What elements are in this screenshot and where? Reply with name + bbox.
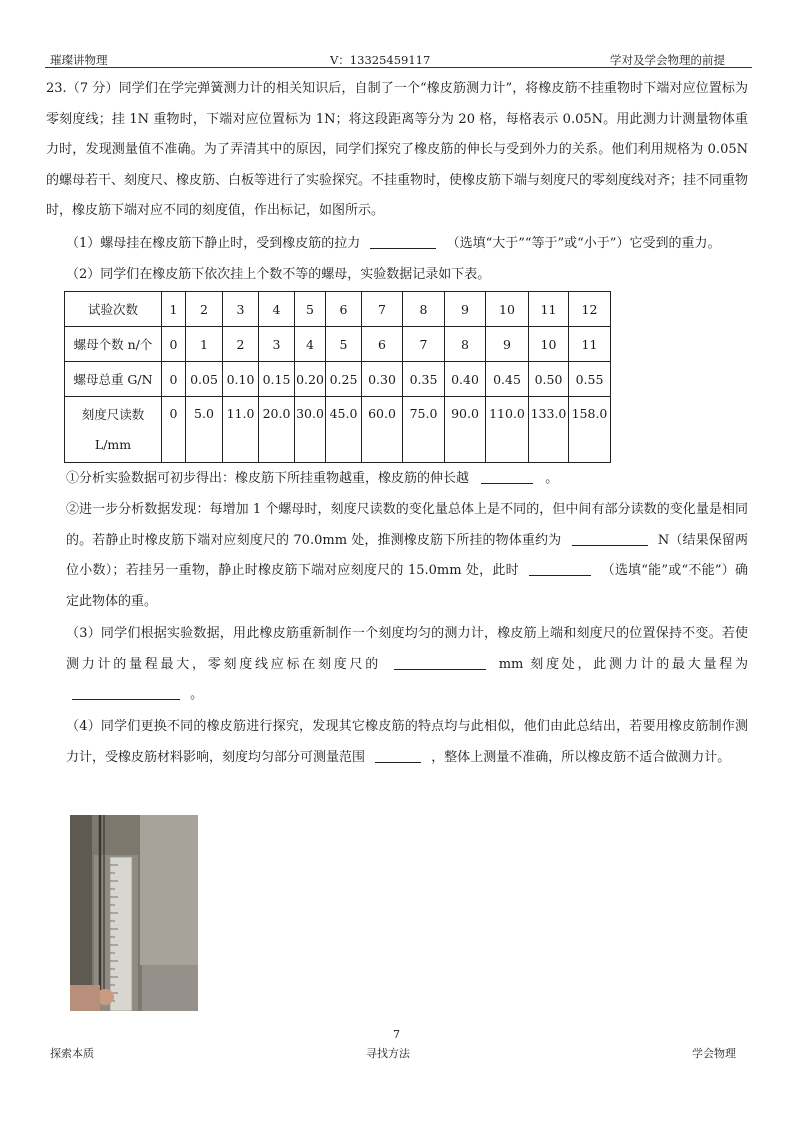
part-3-text-c: 。 <box>190 687 204 702</box>
table-cell: 5 <box>326 327 362 362</box>
table-cell: 158.0 <box>569 397 611 463</box>
table-cell: 10 <box>529 327 569 362</box>
footer-right: 学会物理 <box>692 1047 736 1060</box>
answer-blank-2[interactable] <box>481 469 533 484</box>
part-1-text-b: （选填“大于”“等于”或“小于”）它受到的重力。 <box>446 236 721 251</box>
table-cell: 11 <box>569 327 611 362</box>
table-cell: 1 <box>186 327 223 362</box>
table-cell: 3 <box>259 327 295 362</box>
table-cell: 0.55 <box>569 362 611 397</box>
table-cell: 0.45 <box>486 362 529 397</box>
part-3-text-b: mm 刻度处，此测力计的最大量程为 <box>498 656 748 672</box>
table-cell: 11.0 <box>223 397 259 463</box>
table-cell: 75.0 <box>403 397 445 463</box>
table-cell: 133.0 <box>529 397 569 463</box>
table-cell: 90.0 <box>445 397 486 463</box>
table-row <box>65 397 611 463</box>
part-2-sub-2 <box>66 495 748 617</box>
table-cell: 0 <box>162 397 186 463</box>
table-cell: 4 <box>295 327 326 362</box>
table-cell: 45.0 <box>326 397 362 463</box>
header-right: 学对及学会物理的前提 <box>610 53 725 67</box>
question-intro-text: 23.（7 分）同学们在学完弹簧测力计的相关知识后，自制了一个“橡皮筋测力计”，将橡皮筋不挂重物时下端对应位置标为零刻度线；挂 1N 重物时，下端对应位置标为 1N；将这段距离等分为 20 格，每格表示 0.05N。用此测力计测量物体重力时，发现测量值不准确。为了弄清其中的原因，同学们探究了橡皮筋的伸长与受到外力的关系。他们利用规格为 0.05N 的螺母若干、刻度尺、橡皮筋、白板等进行了实验探究。不挂重物时，使橡皮筋下端与刻度尺的零刻度线对齐；挂不同重物时，橡皮筋下端对应不同的刻度值，作出标记，如图所示。 <box>46 81 749 218</box>
part-2-sub-1-text-a: ①分析实验数据可初步得出：橡皮筋下所挂重物越重，橡皮筋的伸长越 <box>66 471 470 486</box>
row-header: 螺母个数 n/个 <box>65 327 162 362</box>
answer-blank-6[interactable] <box>72 685 180 700</box>
table-row <box>65 362 611 397</box>
table-cell: 1 <box>162 292 186 327</box>
table-cell: 0.10 <box>223 362 259 397</box>
answer-blank-5[interactable] <box>394 655 486 670</box>
part-2-sub-2-text-b: N（结果保留两位小数）；若挂另一重物，静止时橡皮筋下端对应刻度尺的 15.0mm 处，此时 <box>66 532 748 578</box>
part-3-text-a: （3）同学们根据实验数据，用此橡皮筋重新制作一个刻度均匀的测力计，橡皮筋上端和刻度尺的位置保持不变。若使测力计的量程最大，零刻度线应标在刻度尺的 <box>66 626 748 672</box>
part-1-text-a: （1）螺母挂在橡皮筋下静止时，受到橡皮筋的拉力 <box>66 236 361 251</box>
page-number: 7 <box>393 1028 400 1041</box>
answer-blank-4[interactable] <box>529 561 591 576</box>
table-cell: 110.0 <box>486 397 529 463</box>
table-cell: 9 <box>445 292 486 327</box>
table-cell: 4 <box>259 292 295 327</box>
answer-blank-1[interactable] <box>370 234 436 249</box>
table-cell: 0.25 <box>326 362 362 397</box>
table-cell: 0.15 <box>259 362 295 397</box>
answer-blank-3[interactable] <box>572 531 648 546</box>
table-cell: 2 <box>223 327 259 362</box>
table-cell: 10 <box>486 292 529 327</box>
part-2-text: （2）同学们在橡皮筋下依次挂上个数不等的螺母，实验数据记录如下表。 <box>66 267 491 282</box>
table-cell: 0.50 <box>529 362 569 397</box>
table-cell: 0 <box>162 362 186 397</box>
row-header <box>65 397 162 463</box>
table-cell: 6 <box>326 292 362 327</box>
table-cell: 0.40 <box>445 362 486 397</box>
table-cell: 5.0 <box>186 397 223 463</box>
table-cell: 7 <box>362 292 403 327</box>
table-cell: 9 <box>486 327 529 362</box>
photo-drawing <box>70 815 198 1011</box>
table-cell: 8 <box>445 327 486 362</box>
table-cell: 0.05 <box>186 362 223 397</box>
row-header: 螺母总重 G/N <box>65 362 162 397</box>
row-header-line-1: 刻度尺读数 <box>81 406 145 422</box>
table-cell: 0.35 <box>403 362 445 397</box>
table-cell: 11 <box>529 292 569 327</box>
part-4-text-a: （4）同学们更换不同的橡皮筋进行探究，发现其它橡皮筋的特点均与此相似，他们由此总结出，若要用橡皮筋制作测力计，受橡皮筋材料影响，刻度均匀部分可测量范围 <box>66 719 748 765</box>
rubber-band-ruler-photo <box>70 815 198 1011</box>
table-cell: 60.0 <box>362 397 403 463</box>
part-4-text-b: ，整体上测量不准确，所以橡皮筋不适合做测力计。 <box>431 749 731 765</box>
table-cell: 0.30 <box>362 362 403 397</box>
part-4 <box>66 712 748 773</box>
row-header: 试验次数 <box>65 292 162 327</box>
header-left: 璀璨讲物理 <box>50 53 108 67</box>
table-cell: 6 <box>362 327 403 362</box>
part-2-sub-1 <box>66 464 748 495</box>
table-cell: 2 <box>186 292 223 327</box>
answer-blank-7[interactable] <box>375 748 421 763</box>
table-cell: 12 <box>569 292 611 327</box>
question-intro <box>46 74 748 227</box>
row-header-line-2: L/mm <box>94 436 132 452</box>
part-3 <box>66 619 748 711</box>
table-cell: 0 <box>162 327 186 362</box>
header-center: V：13325459117 <box>330 53 431 67</box>
table-cell: 20.0 <box>259 397 295 463</box>
table-cell: 0.20 <box>295 362 326 397</box>
part-2-sub-2-text-c: （选填“能”或“不能”）确定此物体的重。 <box>66 563 748 609</box>
table-cell: 8 <box>403 292 445 327</box>
footer-center: 寻找方法 <box>366 1047 410 1060</box>
table-cell: 7 <box>403 327 445 362</box>
part-2-sub-2-text-a: ②进一步分析数据发现：每增加 1 个螺母时，刻度尺读数的变化量总体上是不同的，但中间有部分读数的变化量是相同的。若静止时橡皮筋下端对应刻度尺的 70.0mm 处，推测橡皮筋下所挂的物体重约为 <box>66 502 748 548</box>
data-table <box>64 291 611 463</box>
table-row <box>65 327 611 362</box>
part-1 <box>66 229 748 260</box>
table-cell: 3 <box>223 292 259 327</box>
table-cell: 5 <box>295 292 326 327</box>
table-row <box>65 292 611 327</box>
header-divider <box>45 67 752 68</box>
table-cell: 30.0 <box>295 397 326 463</box>
footer-left: 探索本质 <box>50 1047 94 1060</box>
part-2 <box>66 260 748 291</box>
part-2-sub-1-text-b: 。 <box>545 471 559 486</box>
